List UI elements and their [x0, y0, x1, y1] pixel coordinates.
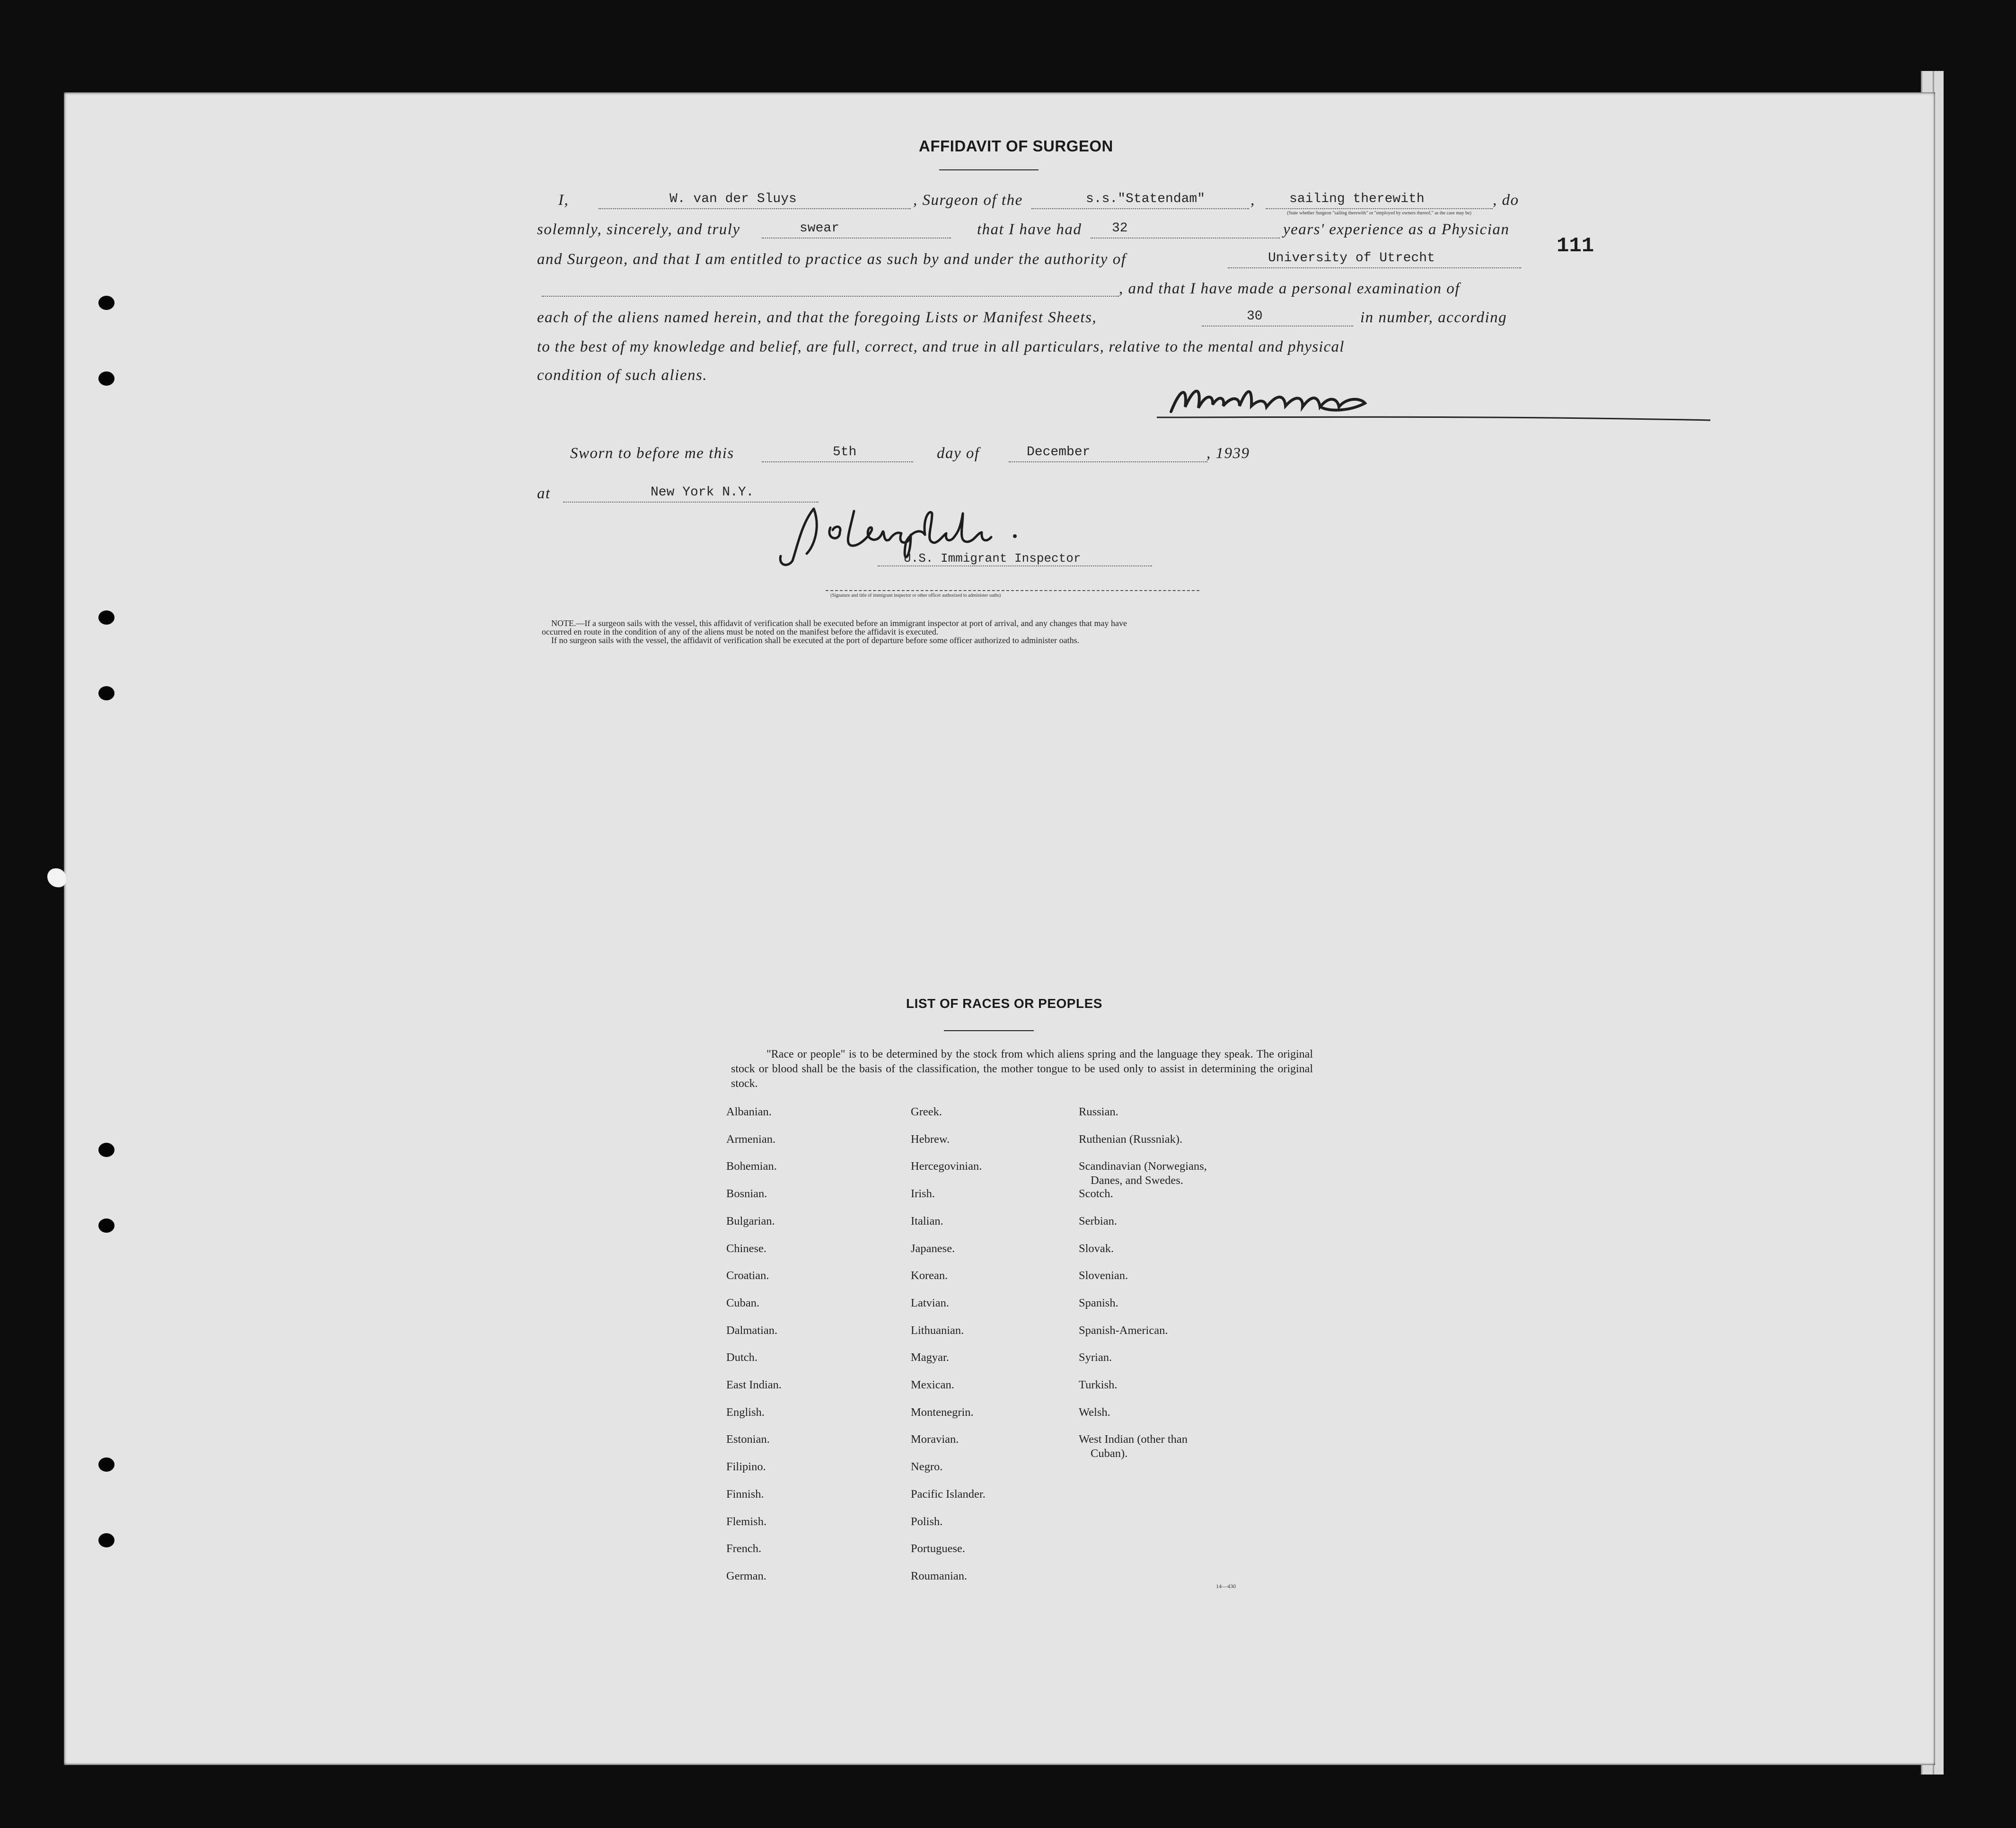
sworn-month-value: December — [1027, 445, 1091, 459]
binder-hole — [98, 1533, 114, 1547]
form-number: 14—430 — [1216, 1583, 1236, 1590]
race-item: Hebrew. — [911, 1132, 950, 1146]
race-item: Slovak. — [1079, 1242, 1114, 1255]
race-item: Dalmatian. — [726, 1324, 778, 1337]
race-item: West Indian (other than — [1079, 1433, 1188, 1446]
affidavit-line7: condition of such aliens. — [537, 367, 708, 384]
fill-line — [878, 565, 1152, 566]
race-item: English. — [726, 1405, 765, 1419]
vessel-value: s.s."Statendam" — [1086, 192, 1206, 206]
fill-line — [1228, 267, 1521, 268]
races-title: LIST OF RACES OR PEOPLES — [906, 996, 1102, 1011]
affidavit-line6: to the best of my knowledge and belief, are full, correct, and true in all particulars, relative to the mental and physical — [537, 338, 1345, 355]
affidavit-line5-suffix: in number, according — [1360, 309, 1507, 326]
page-number: 111 — [1557, 234, 1594, 258]
race-item: Roumanian. — [911, 1569, 968, 1582]
binder-hole — [98, 686, 114, 700]
race-item: Danes, and Swedes. — [1091, 1174, 1183, 1187]
race-item: Dutch. — [726, 1351, 757, 1364]
fill-line — [599, 208, 911, 209]
race-item: Cuban). — [1091, 1447, 1128, 1460]
fill-line — [1031, 208, 1249, 209]
authority-value: University of Utrecht — [1268, 251, 1435, 265]
races-intro: "Race or people" is to be determined by the stock from which aliens spring and the language they speak. The original stock or blood shall be the basis of the classification, the mother tongue to be used only to assist in determining the original stock. — [731, 1048, 1313, 1090]
race-item: Korean. — [911, 1269, 948, 1282]
race-item: Albanian. — [726, 1105, 772, 1118]
race-item: Slovenian. — [1079, 1269, 1128, 1282]
fill-line — [762, 461, 913, 462]
race-item: Turkish. — [1079, 1378, 1118, 1391]
race-item: Lithuanian. — [911, 1324, 964, 1337]
race-item: Finnish. — [726, 1487, 764, 1501]
affidavit-line2-suffix: years' experience as a Physician — [1283, 221, 1510, 238]
sworn-year: , 1939 — [1206, 445, 1250, 462]
race-item: Pacific Islander. — [911, 1487, 986, 1501]
race-item: Chinese. — [726, 1242, 767, 1255]
affidavit-line3-prefix: and Surgeon, and that I am entitled to practice as such by and under the authority of — [537, 251, 1127, 268]
race-item: Magyar. — [911, 1351, 949, 1364]
binder-hole — [98, 296, 114, 310]
document-page — [64, 92, 1935, 1765]
fill-line — [542, 296, 1119, 297]
race-item: Portuguese. — [911, 1542, 965, 1555]
affidavit-line2-mid: that I have had — [977, 221, 1082, 238]
sworn-day-value: 5th — [833, 445, 857, 459]
surgeon-name-value: W. van der Sluys — [669, 192, 797, 206]
race-item: Syrian. — [1079, 1351, 1112, 1364]
comma: , — [1250, 192, 1255, 209]
affidavit-line1-suffix: , do — [1493, 192, 1519, 209]
sheets-value: 30 — [1247, 309, 1263, 324]
race-item: Latvian. — [911, 1296, 949, 1309]
race-item: Montenegrin. — [911, 1405, 974, 1419]
race-item: Hercegovinian. — [911, 1160, 982, 1173]
race-item: Estonian. — [726, 1433, 770, 1446]
race-item: Spanish-American. — [1079, 1324, 1168, 1337]
race-item: Scotch. — [1079, 1187, 1113, 1201]
race-item: Italian. — [911, 1214, 943, 1227]
sworn-mid: day of — [937, 445, 980, 462]
race-item: Japanese. — [911, 1242, 955, 1255]
affidavit-line1-prefix: I, — [558, 192, 569, 209]
race-item: German. — [726, 1569, 767, 1582]
race-item: Scandinavian (Norwegians, — [1079, 1160, 1207, 1173]
race-item: Bulgarian. — [726, 1214, 775, 1227]
race-item: Bosnian. — [726, 1187, 767, 1201]
race-item: Moravian. — [911, 1433, 959, 1446]
affidavit-line4: , and that I have made a personal examination of — [1119, 280, 1460, 297]
note-line-1: NOTE.—If a surgeon sails with the vessel, this affidavit of verification shall be executed before an immigrant inspector at port of arrival, and any changes that may have — [551, 618, 1127, 628]
race-item: Filipino. — [726, 1460, 766, 1474]
fill-line — [1009, 461, 1207, 462]
affidavit-line1-mid: , Surgeon of the — [913, 192, 1023, 209]
binder-hole — [98, 371, 114, 386]
fill-line — [1266, 208, 1493, 209]
race-item: Ruthenian (Russniak). — [1079, 1132, 1183, 1146]
race-item: Spanish. — [1079, 1296, 1118, 1309]
race-item: Bohemian. — [726, 1160, 777, 1173]
fill-line — [1202, 326, 1353, 327]
race-item: East Indian. — [726, 1378, 782, 1391]
sworn-prefix: Sworn to before me this — [570, 445, 734, 462]
binder-hole — [98, 1457, 114, 1472]
signature-line — [826, 590, 1199, 591]
race-item: Russian. — [1079, 1105, 1118, 1118]
binder-hole — [98, 1219, 114, 1233]
race-item: Irish. — [911, 1187, 935, 1201]
affidavit-line5-prefix: each of the aliens named herein, and that the foregoing Lists or Manifest Sheets, — [537, 309, 1097, 326]
sailing-status-value: sailing therewith — [1289, 192, 1425, 206]
signature-caption: (Signature and title of immigrant inspector or other officer authorized to administer oaths) — [830, 593, 1001, 598]
race-item: Greek. — [911, 1105, 942, 1118]
race-item: Serbian. — [1079, 1214, 1117, 1227]
note-line-3: If no surgeon sails with the vessel, the affidavit of verification shall be executed at the port of departure before some officer authorized to administer oaths. — [551, 636, 1080, 645]
affidavit-title: AFFIDAVIT OF SURGEON — [919, 137, 1113, 155]
races-title-underline — [944, 1030, 1034, 1031]
binder-hole — [47, 868, 66, 887]
place-value: New York N.Y. — [651, 485, 754, 500]
surgeon-signature — [1143, 379, 1710, 431]
binder-hole — [98, 610, 114, 625]
race-item: Mexican. — [911, 1378, 954, 1391]
race-item: Negro. — [911, 1460, 943, 1474]
race-item: Polish. — [911, 1515, 943, 1528]
title-underline — [939, 169, 1039, 170]
race-item: Armenian. — [726, 1132, 776, 1146]
binder-hole — [98, 1143, 114, 1157]
race-item: French. — [726, 1542, 762, 1555]
race-item: Croatian. — [726, 1269, 769, 1282]
at-label: at — [537, 485, 551, 502]
race-item: Flemish. — [726, 1515, 767, 1528]
inspector-title: U.S. Immigrant Inspector — [904, 551, 1081, 565]
affidavit-line2-prefix: solemnly, sincerely, and truly — [537, 221, 740, 238]
state-note: (State whether Surgeon "sailing therewith" or "employed by owners thereof," as the case may be) — [1287, 211, 1471, 216]
note-line-2: occurred en route in the condition of any of the aliens must be noted on the manifest before the affidavit is executed. — [542, 627, 939, 636]
years-value: 32 — [1112, 221, 1128, 236]
oath-value: swear — [800, 221, 840, 236]
race-item: Cuban. — [726, 1296, 760, 1309]
race-item: Welsh. — [1079, 1405, 1110, 1419]
